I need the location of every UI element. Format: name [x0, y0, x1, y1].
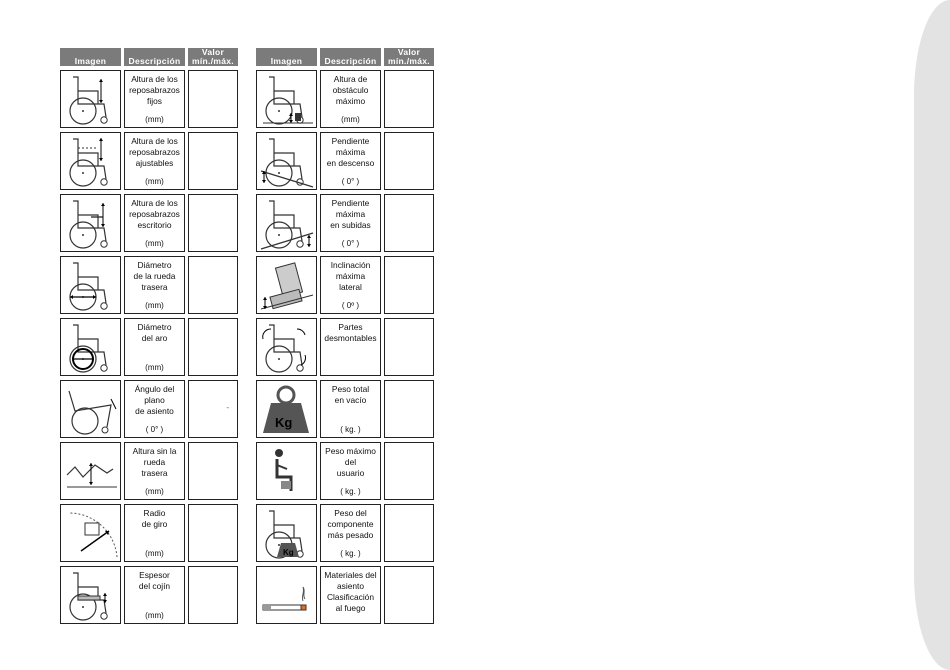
unit-label: ( 0º ) [341, 301, 360, 310]
description-cell [320, 442, 381, 500]
table-row [60, 504, 238, 562]
seat-plane-angle-icon [60, 380, 121, 438]
unit-label: (mm) [145, 549, 164, 558]
description-cell [320, 380, 381, 438]
unit-label: ( kg. ) [340, 549, 361, 558]
table-row [60, 70, 238, 128]
unit-label: ( kg. ) [340, 487, 361, 496]
header-image: Imagen [60, 48, 121, 66]
unit-label: ( kg. ) [340, 425, 361, 434]
unit-label: ( 0° ) [341, 177, 360, 186]
spec-table-left [57, 44, 241, 628]
removable-parts-icon [256, 318, 317, 376]
table-row [60, 566, 238, 624]
description-cell [320, 256, 381, 314]
description-cell [124, 318, 185, 376]
table-row [256, 132, 434, 190]
description-label: Altura de los reposabrazos escritorio [129, 198, 180, 230]
description-cell [124, 132, 185, 190]
description-cell [320, 132, 381, 190]
table-row [256, 380, 434, 438]
kg-label: Kg [283, 548, 294, 557]
value-cell[interactable] [384, 504, 434, 562]
description-cell [320, 70, 381, 128]
description-label: Radio de giro [141, 508, 168, 529]
value-text: - [226, 403, 229, 412]
description-cell [124, 256, 185, 314]
unit-label: (mm) [145, 239, 164, 248]
header-value: Valor mín./máx. [384, 48, 434, 66]
heaviest-component-weight-icon [256, 504, 317, 562]
description-label: Diámetro del aro [137, 322, 172, 343]
height-without-rear-wheel-icon [60, 442, 121, 500]
unit-label: ( 0° ) [145, 425, 164, 434]
description-cell [124, 380, 185, 438]
value-cell[interactable] [188, 132, 238, 190]
description-label: Altura sin la rueda trasera [132, 446, 177, 478]
value-cell[interactable] [188, 380, 238, 438]
cigarette-fire-test-icon [256, 566, 317, 624]
description-label: Espesor del cojín [138, 570, 171, 591]
description-label: Inclinación máxima lateral [330, 260, 371, 292]
spec-table-right [253, 44, 437, 628]
value-cell[interactable] [188, 70, 238, 128]
seated-user-icon [256, 442, 317, 500]
value-cell[interactable] [384, 194, 434, 252]
value-cell[interactable] [384, 318, 434, 376]
description-label: Diámetro de la rueda trasera [133, 260, 176, 292]
table-row [60, 318, 238, 376]
description-cell [124, 566, 185, 624]
unit-label: (mm) [145, 611, 164, 620]
description-label: Altura de los reposabrazos ajustables [129, 136, 180, 168]
value-cell[interactable] [384, 566, 434, 624]
description-cell [124, 442, 185, 500]
description-cell [124, 504, 185, 562]
unit-label: (mm) [341, 115, 360, 124]
description-cell [124, 194, 185, 252]
kg-weight-icon [256, 380, 317, 438]
description-label: Altura de obstáculo máximo [332, 74, 369, 106]
max-lateral-tilt-icon [256, 256, 317, 314]
description-label: Altura de los reposabrazos fijos [129, 74, 180, 106]
description-label: Peso máximo del usuario [325, 446, 376, 478]
header-description: Descripción [124, 48, 185, 66]
value-cell[interactable] [188, 442, 238, 500]
unit-label: (mm) [145, 301, 164, 310]
wheelchair-fixed-armrest-height-icon [60, 70, 121, 128]
value-cell[interactable] [188, 256, 238, 314]
description-cell [320, 194, 381, 252]
table-row [60, 442, 238, 500]
table-row [256, 70, 434, 128]
header-description: Descripción [320, 48, 381, 66]
cushion-thickness-icon [60, 566, 121, 624]
description-label: Peso total en vacío [331, 384, 370, 405]
kg-label: Kg [275, 415, 293, 430]
handrim-diameter-icon [60, 318, 121, 376]
table-row [60, 256, 238, 314]
description-label: Peso del componente más pesado [327, 508, 374, 540]
table-row [256, 566, 434, 624]
description-cell [320, 504, 381, 562]
description-cell [320, 566, 381, 624]
table-row [256, 194, 434, 252]
max-downhill-slope-icon [256, 132, 317, 190]
wheelchair-desk-armrest-height-icon [60, 194, 121, 252]
description-label: Materiales del asiento Clasificación al fuego [324, 570, 377, 613]
header-image: Imagen [256, 48, 317, 66]
table-row [60, 380, 238, 438]
table-row [256, 504, 434, 562]
value-cell[interactable] [384, 256, 434, 314]
description-label: Partes desmontables [324, 322, 377, 343]
value-cell[interactable] [188, 504, 238, 562]
unit-label: (mm) [145, 487, 164, 496]
value-cell[interactable] [384, 132, 434, 190]
unit-label: (mm) [145, 115, 164, 124]
description-label: Pendiente máxima en subidas [330, 198, 371, 230]
value-cell[interactable] [188, 194, 238, 252]
description-label: Pendiente máxima en descenso [326, 136, 375, 168]
table-row [256, 256, 434, 314]
header-value: Valor mín./máx. [188, 48, 238, 66]
rear-wheel-diameter-icon [60, 256, 121, 314]
table-row [256, 442, 434, 500]
description-cell [320, 318, 381, 376]
value-cell[interactable] [384, 70, 434, 128]
value-cell[interactable] [384, 380, 434, 438]
value-cell[interactable] [384, 442, 434, 500]
table-row [256, 318, 434, 376]
page-side-tab [914, 0, 950, 670]
value-cell[interactable] [188, 318, 238, 376]
description-cell [124, 70, 185, 128]
description-label: Ángulo del plano de asiento [134, 384, 175, 416]
table-row [60, 194, 238, 252]
unit-label: (mm) [145, 177, 164, 186]
wheelchair-adjustable-armrest-height-icon [60, 132, 121, 190]
turning-radius-icon [60, 504, 121, 562]
value-cell[interactable] [188, 566, 238, 624]
table-row [60, 132, 238, 190]
unit-label: ( 0° ) [341, 239, 360, 248]
unit-label: (mm) [145, 363, 164, 372]
max-uphill-slope-icon [256, 194, 317, 252]
max-obstacle-height-icon [256, 70, 317, 128]
